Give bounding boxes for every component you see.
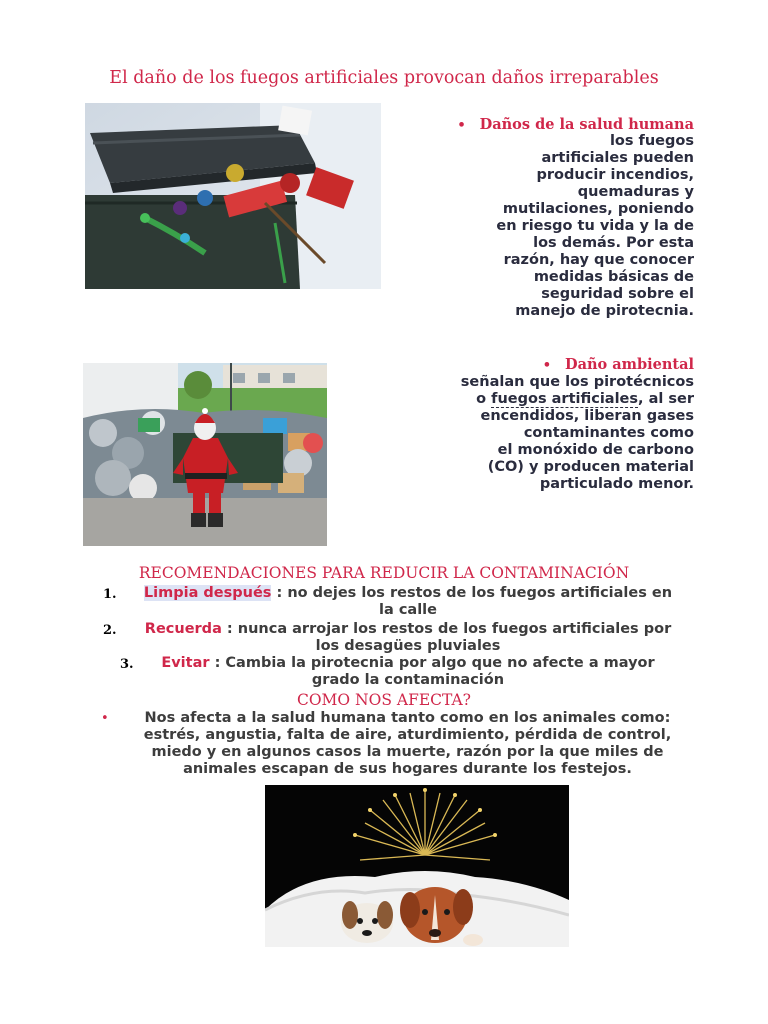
environment-line: señalan que los pirotécnicos [460,374,694,390]
rec-text: : Cambia la pirotecnia por algo que no afecte a mayor [209,655,655,671]
health-line: medidas básicas de [533,269,694,285]
rec-number: 2. [103,623,117,638]
recommendations-title: RECOMENDACIONES PARA REDUCIR LA CONTAMINACIÓN [138,564,630,582]
environment-line [420,391,694,408]
health-heading [420,116,694,134]
health-heading-text: Daños de la salud humana [479,116,694,133]
rec-number: 3. [120,657,134,672]
santa-garbage-photo [83,363,327,546]
dogs-fireworks-photo [265,785,569,947]
rec-item-1 [118,585,698,619]
environment-line: particulado menor. [539,476,694,492]
rec-keyword: Recuerda [144,621,222,637]
health-paragraph [420,133,694,320]
environment-paragraph [420,374,694,493]
environment-line-suffix: , al ser [638,391,694,407]
rec-text: : no dejes los restos de los fuegos artificiales en [271,585,673,601]
environment-heading-text: Daño ambiental [565,356,694,373]
health-line: los demás. Por esta [533,235,694,251]
environment-line: el monóxido de carbono [497,442,694,458]
environment-line-prefix: o [476,391,492,407]
environment-line: (CO) y producen material [487,459,694,475]
bullet-icon: • [457,118,466,133]
bullet-icon: • [101,711,109,726]
rec-number: 1. [103,587,117,602]
health-line: mutilaciones, poniendo [502,201,694,217]
health-line: en riesgo tu vida y la de [496,218,694,234]
affects-paragraph: Nos afecta a la salud humana tanto como en los animales como: estrés, angustia, falta de aire, aturdimiento, pérdida de control, miedo y en algunos casos la muerte, razón por la que miles de animales escapan de sus hogares durante los festejos. [143,710,672,777]
health-line: los fuegos [609,133,694,149]
rec-item-2 [118,621,698,655]
rec-text: : nunca arrojar los restos de los fuegos artificiales por [221,621,672,637]
rec-text-continued: los desagües pluviales [315,638,501,654]
document-title: El daño de los fuegos artificiales provocan daños irreparables [109,68,659,88]
environment-line: contaminantes como [523,425,694,441]
rec-text-continued: la calle [379,602,437,618]
rec-keyword: Limpia después [143,585,272,601]
health-line: manejo de pirotecnia. [515,303,694,319]
health-line: producir incendios, [536,167,694,183]
environment-heading [420,356,694,374]
health-line: razón, hay que conocer [503,252,694,268]
rec-item-3 [118,655,698,689]
trash-bin-photo [85,103,381,289]
rec-keyword: Evitar [161,655,210,671]
health-line: seguridad sobre el [541,286,694,302]
health-line: artificiales pueden [541,150,694,166]
rec-text-continued: grado la contaminación [311,672,505,688]
environment-line: encendidos, liberan gases [480,408,694,424]
health-line: quemaduras y [577,184,694,200]
affects-title: COMO NOS AFECTA? [296,691,471,709]
bullet-icon: • [542,358,551,373]
fuegos-artificiales-link[interactable]: fuegos artificiales [491,391,639,407]
